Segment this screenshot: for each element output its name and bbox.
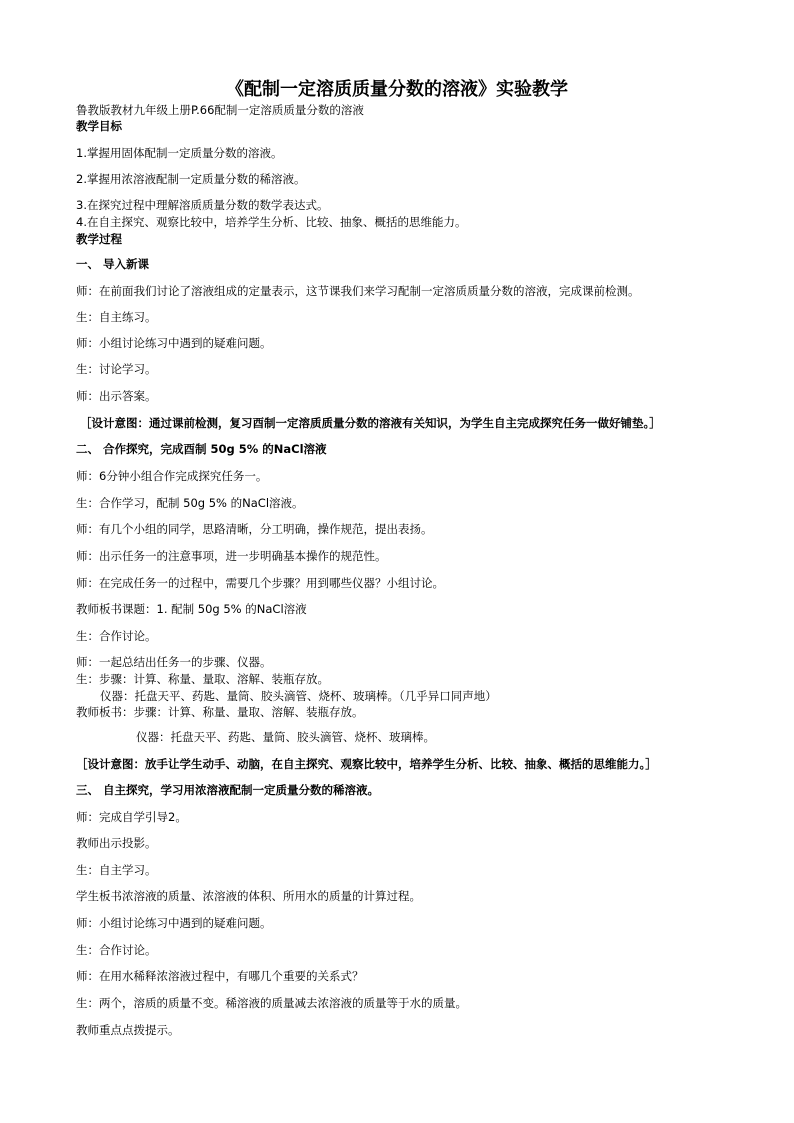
dialogue-line: 教师出示投影。 bbox=[76, 836, 157, 850]
dialogue-line: 师：完成自学引导2。 bbox=[76, 810, 187, 824]
section-heading: 一、 导入新课 bbox=[76, 257, 150, 271]
dialogue-line: 师：6分钟小组合作完成探究任务一。 bbox=[76, 469, 268, 483]
section-heading: 三、 自主探究，学习用浓溶液配制一定质量分数的稀溶液。 bbox=[76, 783, 380, 797]
design-intent: ［设计意图：放手让学生动手、动脑，在自主探究、观察比较中，培养学生分析、比较、抽象、概括的思维能力。］ bbox=[76, 757, 657, 771]
dialogue-line: 生：两个，溶质的质量不变。稀溶液的质量减去浓溶液的质量等于水的质量。 bbox=[76, 996, 467, 1010]
dialogue-line: 生：合作讨论。 bbox=[76, 943, 157, 957]
dialogue-line: 生：步骤：计算、称量、量取、溶解、装瓶存放。 bbox=[76, 672, 329, 686]
section-heading: 二、 合作探究，完成酉制 50g 5% 的NaCl溶液 bbox=[76, 442, 327, 456]
dialogue-line: 生：合作学习，配制 50g 5% 的NaCl溶液。 bbox=[76, 496, 304, 510]
goal-item: 4.在自主探究、观察比较中，培养学生分析、比较、抽象、概括的思维能力。 bbox=[76, 215, 467, 229]
design-intent: ［设计意图：通过课前检测，复习酉制一定溶质质量分数的溶液有关知识，为学生自主完成探究任务一做好铺垫。］ bbox=[80, 416, 661, 430]
dialogue-line: 生：自主学习。 bbox=[76, 863, 157, 877]
goal-item: 2.掌握用浓溶液配制一定质量分数的稀溶液。 bbox=[76, 172, 306, 186]
dialogue-line: 仪器：托盘天平、药匙、量筒、胶头滴管、烧杯、玻璃棒。（几乎异口同声地） bbox=[100, 689, 497, 703]
goals-heading: 教学目标 bbox=[76, 119, 122, 133]
dialogue-line: 师：出示任务一的注意事项，进一步明确基本操作的规范性。 bbox=[76, 549, 387, 563]
dialogue-line: 仪器：托盘天平、药匙、量筒、胶头滴管、烧杯、玻璃棒。 bbox=[136, 730, 435, 744]
goal-item: 1.掌握用固体配制一定质量分数的溶液。 bbox=[76, 146, 283, 160]
dialogue-line: 师：小组讨论练习中遇到的疑难问题。 bbox=[76, 916, 272, 930]
dialogue-line: 教师板书课题：1. 配制 50g 5% 的NaCl溶液 bbox=[76, 602, 307, 616]
dialogue-line: 师：有几个小组的同学，思路清晰，分工明确，操作规范，提出表扬。 bbox=[76, 522, 433, 536]
process-heading: 教学过程 bbox=[76, 232, 122, 246]
dialogue-line: 教师板书：步骤：计算、称量、量取、溶解、装瓶存放。 bbox=[76, 705, 364, 719]
dialogue-line: 师：在用水稀释浓溶液过程中，有哪几个重要的关系式？ bbox=[76, 969, 364, 983]
dialogue-line: 师：在前面我们讨论了溶液组成的定量表示，这节课我们来学习配制一定溶质质量分数的溶液，完成课前检测。 bbox=[76, 284, 640, 298]
dialogue-line: 师：在完成任务一的过程中，需要几个步骤？用到哪些仪器？小组讨论。 bbox=[76, 576, 444, 590]
dialogue-line: 师：一起总结出任务一的步骤、仪器。 bbox=[76, 655, 272, 669]
subtitle: 鲁教版教材九年级上册P.66配制一定溶质质量分数的溶液 bbox=[76, 103, 364, 117]
goal-item: 3.在探究过程中理解溶质质量分数的数学表达式。 bbox=[76, 198, 329, 212]
dialogue-line: 生：合作讨论。 bbox=[76, 629, 157, 643]
dialogue-line: 学生板书浓溶液的质量、浓溶液的体积、所用水的质量的计算过程。 bbox=[76, 889, 421, 903]
document-title: 《配制一定溶质质量分数的溶液》实验教学 bbox=[226, 79, 568, 100]
dialogue-line: 师：小组讨论练习中遇到的疑难问题。 bbox=[76, 336, 272, 350]
dialogue-line: 生：自主练习。 bbox=[76, 310, 157, 324]
dialogue-line: 生：讨论学习。 bbox=[76, 362, 157, 376]
dialogue-line: 师：出示答案。 bbox=[76, 389, 157, 403]
dialogue-line: 教师重点点拨提示。 bbox=[76, 1023, 180, 1037]
